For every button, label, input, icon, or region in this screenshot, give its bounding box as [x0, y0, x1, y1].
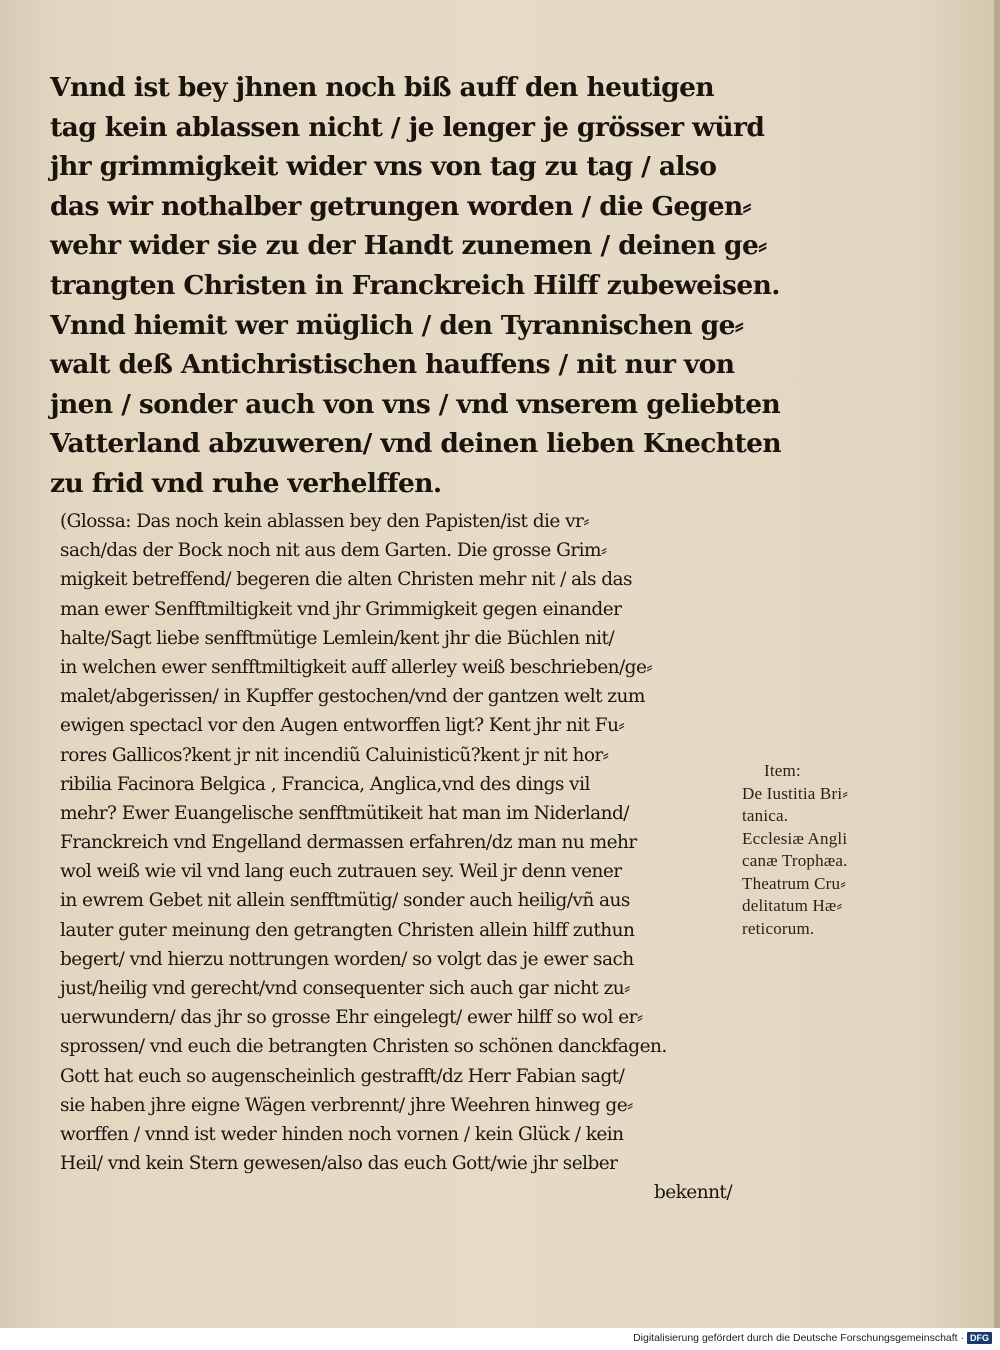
gloss-line: (Glossa: Das noch kein ablassen bey den Papisten/ist die vr⸗: [60, 511, 589, 532]
margin-note-line: reticorum.: [742, 918, 815, 938]
gloss-line: Franckreich vnd Engelland dermassen erfahren/dz man nu mehr: [60, 832, 637, 854]
gloss-line: ewigen spectacl vor den Augen entworffen ligt? Kent jhr nit Fu⸗: [60, 715, 625, 737]
gloss-line: in ewrem Gebet nit allein senfftmütig/ sonder auch heilig/vñ aus: [60, 890, 630, 912]
gloss-line: sprossen/ vnd euch die betrangten Christen so schönen danckfagen.: [60, 1036, 667, 1058]
gloss-line: sach/das der Bock noch nit aus dem Garten. Die grosse Grim⸗: [60, 540, 607, 562]
gloss-line: mehr? Ewer Euangelische senfftmütikeit hat man im Niderland/: [60, 802, 629, 824]
page-edge: [994, 0, 1000, 1328]
margin-note-line: Item:: [764, 761, 801, 780]
gloss-line: Gott hat euch so augenscheinlich gestrafft/dz Herr Fabian sagt/: [60, 1065, 625, 1087]
main-text-line: trangten Christen in Franckreich Hilff zubeweisen.: [50, 269, 780, 301]
margin-note-line: delitatum Hæ⸗: [742, 896, 843, 915]
main-text-line: jhr grimmigkeit wider vns von tag zu tag / also: [50, 151, 717, 183]
gloss-line: uerwundern/ das jhr so grosse Ehr eingelegt/ ewer hilff so wol er⸗: [60, 1007, 643, 1029]
funding-credit: [633, 1332, 992, 1344]
gloss-line: begert/ vnd hierzu nottrungen worden/ so volgt das je ewer sach: [60, 948, 634, 970]
gloss-text-block: [60, 507, 740, 1208]
gloss-line: wol weiß wie vil vnd lang euch zutrauen sey. Weil jr denn vener: [60, 861, 622, 883]
gloss-line: rores Gallicos?kent jr nit incendiũ Caluinisticũ?kent jr nit hor⸗: [60, 744, 609, 766]
margin-note: [742, 760, 902, 940]
gloss-line: man ewer Senfftmiltigkeit vnd jhr Grimmigkeit gegen einander: [60, 598, 622, 620]
main-text-block: [50, 68, 782, 504]
main-text-line: zu frid vnd ruhe verhelffen.: [50, 467, 442, 499]
gloss-line: ribilia Facinora Belgica , Francica, Anglica,vnd des dings vil: [60, 773, 590, 795]
dfg-logo: DFG: [967, 1332, 992, 1344]
margin-note-line: Ecclesiæ Angli: [742, 828, 848, 848]
gloss-line: malet/abgerissen/ in Kupffer gestochen/vnd der gantzen welt zum: [60, 686, 645, 708]
main-text-line: jnen / sonder auch von vns / vnd vnserem geliebten: [50, 388, 781, 420]
main-text-line: Vnnd ist bey jhnen noch biß auff den heutigen: [50, 72, 715, 103]
gloss-line: worffen / vnnd ist weder hinden noch vornen / kein Glück / kein: [60, 1123, 624, 1145]
gloss-line: just/heilig vnd gerecht/vnd consequenter sich auch gar nicht zu⸗: [60, 978, 630, 999]
gloss-line: lauter guter meinung den getrangten Christen allein hilff zuthun: [60, 919, 635, 941]
catchword: bekennt/: [653, 1182, 732, 1204]
gloss-line: in welchen ewer senfftmiltigkeit auff allerley weiß beschrieben/ge⸗: [60, 656, 652, 678]
main-text-line: Vnnd hiemit wer müglich / den Tyrannischen ge⸗: [50, 309, 744, 341]
main-text-line: tag kein ablassen nicht / je lenger je grösser würd: [50, 111, 765, 143]
main-text-line: das wir nothalber getrungen worden / die Gegen⸗: [50, 190, 751, 222]
footer-bar: [0, 1328, 1000, 1350]
margin-note-line: Theatrum Cru⸗: [742, 873, 847, 893]
margin-note-line: De Iustitia Bri⸗: [742, 783, 849, 803]
margin-note-line: tanica.: [742, 806, 789, 825]
funding-credit-text: Digitalisierung gefördert durch die Deutsche Forschungsgemeinschaft ·: [633, 1332, 964, 1344]
gloss-line: halte/Sagt liebe senfftmütige Lemlein/kent jhr die Büchlen nit/: [60, 627, 615, 649]
margin-note-line: canæ Trophæa.: [742, 851, 848, 870]
gloss-line: Heil/ vnd kein Stern gewesen/also das euch Gott/wie jhr selber: [60, 1153, 618, 1175]
gloss-line: migkeit betreffend/ begeren die alten Christen mehr nit / als das: [60, 569, 632, 591]
main-text-line: wehr wider sie zu der Handt zunemen / deinen ge⸗: [50, 230, 767, 262]
main-text-line: walt deß Antichristischen hauffens / nit nur von: [50, 349, 735, 381]
main-text-line: Vatterland abzuweren/ vnd deinen lieben Knechten: [50, 428, 782, 460]
gloss-line: sie haben jhre eigne Wägen verbrennt/ jhre Weehren hinweg ge⸗: [60, 1094, 633, 1116]
